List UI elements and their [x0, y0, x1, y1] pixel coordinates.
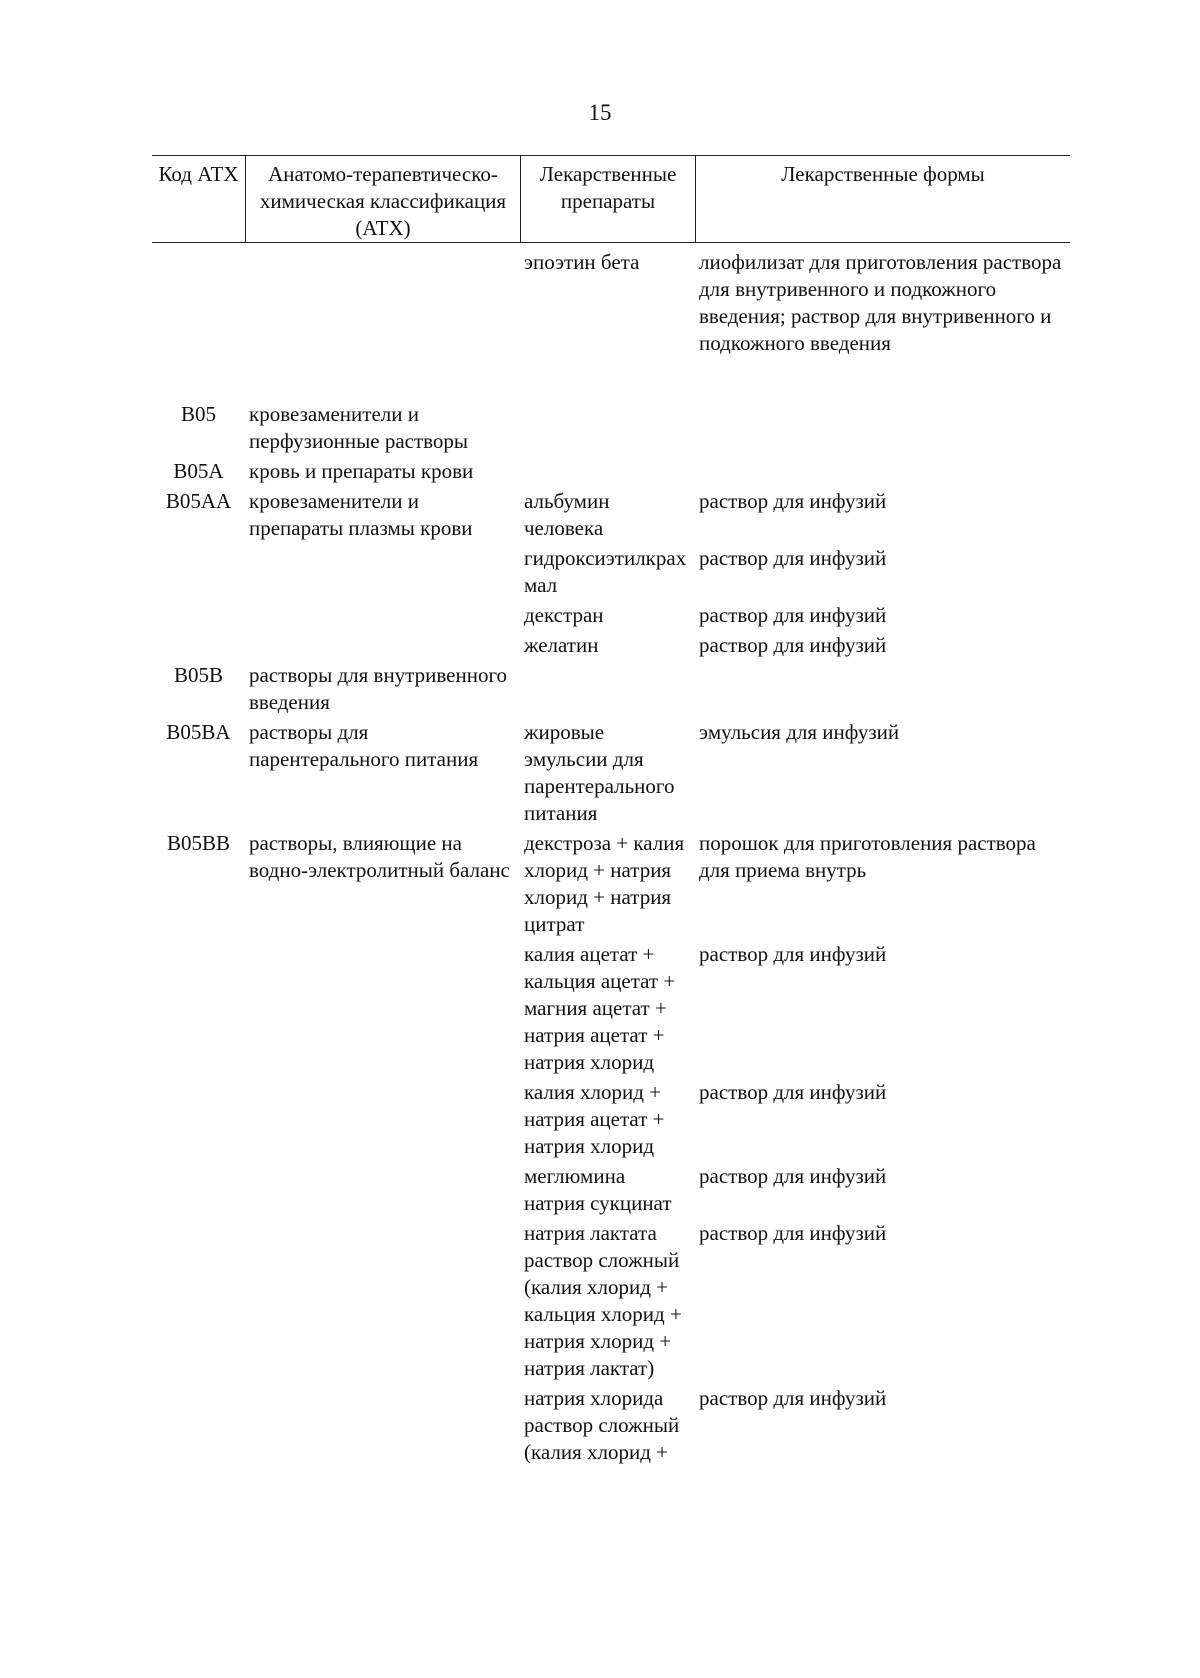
form-cell: раствор для инфузий [699, 633, 887, 657]
drug-cell: натрия лактата раствор сложный (калия хлорид + кальция хлорид + натрия хлорид + натрия лактат) [524, 1221, 682, 1380]
code-cell: B05A [173, 459, 224, 483]
form-cell: раствор для инфузий [699, 942, 887, 966]
drug-cell: декстран [524, 603, 604, 627]
drug-cell: жировые эмульсии для парентерального питания [524, 720, 675, 825]
form-cell: раствор для инфузий [699, 603, 887, 627]
code-cell: B05BB [166, 831, 231, 855]
table-row [152, 1220, 1070, 1382]
table-row [152, 719, 1070, 827]
code-cell: B05 [180, 402, 216, 426]
table-row [152, 632, 1070, 659]
classification-cell: кровь и препараты крови [249, 459, 474, 483]
form-cell: раствор для инфузий [699, 1080, 887, 1104]
table-row [152, 545, 1070, 599]
drug-table [152, 155, 1070, 1466]
form-cell: порошок для приготовления раствора для приема внутрь [699, 831, 1036, 882]
form-cell: раствор для инфузий [699, 1164, 887, 1188]
drug-cell: эпоэтин бета [524, 250, 640, 274]
header-forms: Лекарственные формы [695, 156, 1070, 242]
table-row [152, 249, 1070, 357]
code-cell: B05BA [166, 720, 231, 744]
classification-cell: растворы для внутривенного введения [249, 663, 508, 714]
form-cell: эмульсия для инфузий [699, 720, 900, 744]
header-code: Код АТХ [158, 162, 239, 186]
header-drugs: Лекарственные препараты [520, 156, 695, 242]
form-cell: раствор для инфузий [699, 489, 887, 513]
table-body [152, 249, 1070, 1466]
drug-cell: желатин [524, 633, 599, 657]
page-number: 15 [588, 100, 612, 125]
classification-cell: кровезаменители и перфузионные растворы [249, 402, 469, 453]
header-classification: Анатомо-терапевтическо-химическая классификация (АТХ) [245, 156, 520, 242]
drug-cell: альбумин человека [524, 489, 610, 540]
drug-cell: меглюмина натрия сукцинат [524, 1164, 672, 1215]
form-cell: раствор для инфузий [699, 1386, 887, 1410]
code-cell: B05AA [165, 489, 232, 513]
form-cell: раствор для инфузий [699, 1221, 887, 1245]
drug-cell: натрия хлорида раствор сложный (калия хлорид + [524, 1386, 680, 1464]
table-row [152, 488, 1070, 542]
code-cell: B05B [173, 663, 223, 687]
table-row [152, 1079, 1070, 1160]
table-row [152, 458, 1070, 485]
table-row [152, 662, 1070, 716]
table-row [152, 602, 1070, 629]
form-cell: раствор для инфузий [699, 546, 887, 570]
drug-cell: гидроксиэтилкрахмал [524, 546, 687, 597]
table-header [152, 156, 1070, 243]
form-cell: лиофилизат для приготовления раствора для внутривенного и подкожного введения; раствор для внутривенного и подкожного введения [699, 250, 1062, 355]
drug-cell: декстроза + калия хлорид + натрия хлорид + натрия цитрат [524, 831, 685, 936]
classification-cell: растворы для парентерального питания [249, 720, 479, 771]
classification-cell: кровезаменители и препараты плазмы крови [249, 489, 473, 540]
classification-cell: растворы, влияющие на водно-электролитный баланс [249, 831, 510, 882]
table-row [152, 941, 1070, 1076]
table-row [152, 1385, 1070, 1466]
drug-cell: калия хлорид + натрия ацетат + натрия хлорид [524, 1080, 665, 1158]
drug-cell: калия ацетат + кальция ацетат + магния ацетат + натрия ацетат + натрия хлорид [524, 942, 676, 1074]
table-row [152, 830, 1070, 938]
table-row [152, 401, 1070, 455]
table-row [152, 1163, 1070, 1217]
